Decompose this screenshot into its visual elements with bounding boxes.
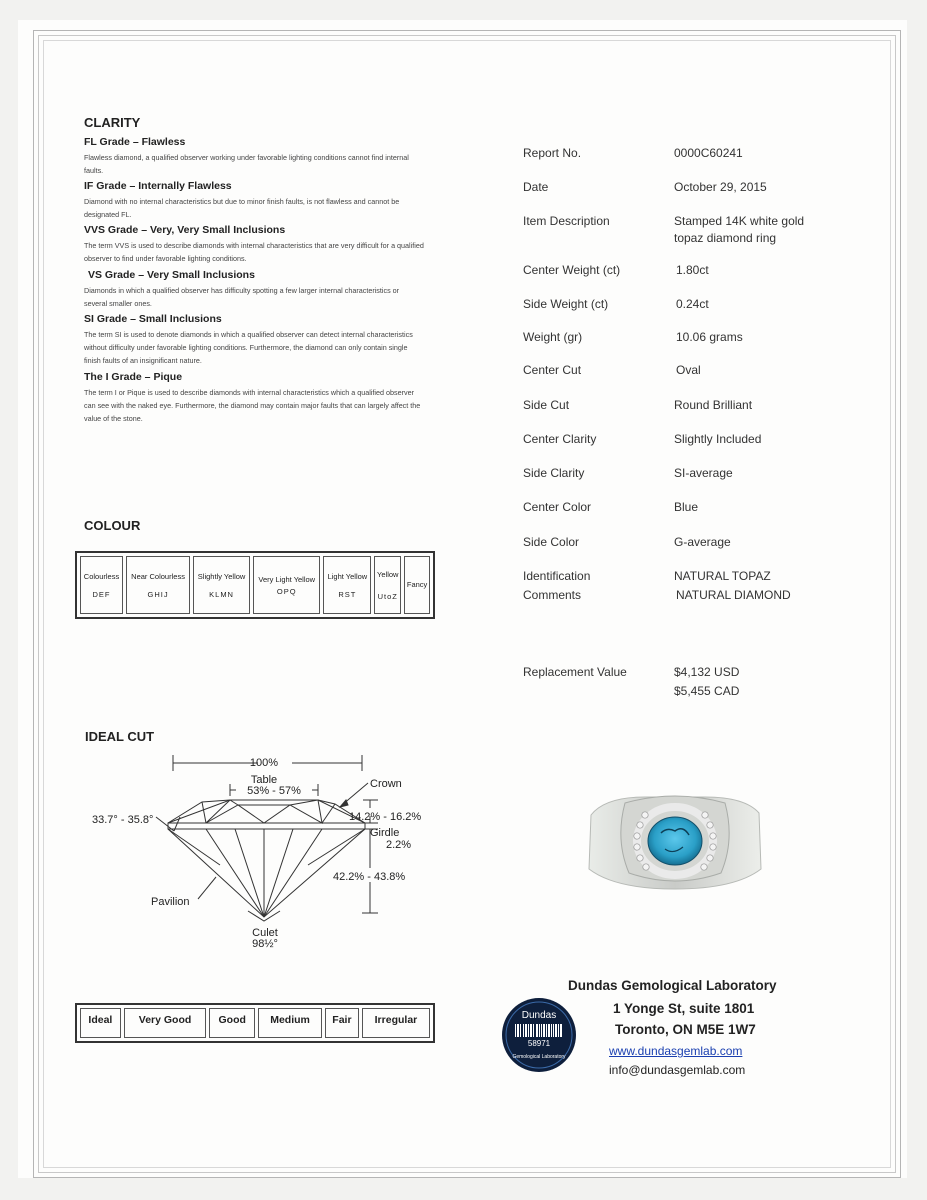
side-cut-value: Round Brilliant [674,398,753,412]
colour-code: DEF [92,589,111,599]
diamond-proportions-diagram [70,745,450,960]
colour-label: Light Yellow [327,571,368,581]
seal-number: 58971 [527,1039,551,1048]
clarity-desc-fl: Flawless diamond, a qualified observer working under favorable lighting conditions cannot find internal faults. [84,153,409,175]
identification-value: NATURAL TOPAZ [674,569,771,583]
clarity-desc-si: The term SI is used to denote diamonds in which a qualified observer can detect internal characteristics without difficulty under favorable lighting conditions. Furthermore, the diamond can only contain single finish faults of an insignificant nature. [84,330,413,365]
colour-label: Yellow [377,569,399,579]
center-weight-label: Center Weight (ct) [523,263,621,277]
colour-cell-fancy [404,556,430,614]
cut-table-range: 53% - 57% [247,785,301,797]
colour-code: RST [338,589,357,599]
colour-label: Very Light Yellow [258,574,316,584]
colour-cell-colourless [80,556,123,614]
colour-code: OPQ [276,586,297,596]
center-cut-label: Center Cut [523,363,582,377]
colour-label: Fancy [406,580,428,589]
clarity-grade-si: SI Grade – Small Inclusions [84,313,222,325]
colour-title: COLOUR [84,518,141,533]
cut-pavilion-label: Pavilion [151,896,190,908]
colour-scale-table [75,551,435,619]
cut-crown-label: Crown [370,778,402,790]
lab-website-link[interactable]: www.dundasgemlab.com [609,1044,743,1058]
clarity-grade-vs: VS Grade – Very Small Inclusions [88,269,255,281]
side-weight-label: Side Weight (ct) [523,297,609,311]
clarity-desc-vvs: The term VVS is used to describe diamonds with internal characteristics that are very difficult for a qualified observer to find under favorable lighting conditions. [84,241,424,263]
identification-label: Identification [523,569,591,583]
cut-culet-label: Culet [252,927,278,939]
clarity-grade-vvs: VVS Grade – Very, Very Small Inclusions [84,224,286,236]
replacement-value-cad: $5,455 CAD [674,684,740,698]
clarity-desc-vs: Diamonds in which a qualified observer has difficulty spotting a few larger internal characteristics or several smaller ones. [84,286,400,308]
side-weight-value: 0.24ct [676,297,709,311]
replacement-value-usd: $4,132 USD [674,665,740,679]
cut-culet-angle: 98½° [252,938,278,950]
colour-cell-yellow [374,556,401,614]
side-color-label: Side Color [523,535,580,549]
center-weight-value: 1.80ct [676,263,709,277]
comments-label: Comments [523,588,582,602]
colour-cell-slightly-yellow [193,556,250,614]
clarity-title: CLARITY [84,115,141,130]
ideal-cut-title: IDEAL CUT [85,729,155,744]
clarity-grade-if: IF Grade – Internally Flawless [84,180,232,192]
cut-girdle-pct: 2.2% [386,839,412,851]
colour-cell-very-light-yellow [253,556,320,614]
seal-text-bottom: Gemological Laboratory [512,1054,566,1060]
lab-address-line1: 1 Yonge St, suite 1801 [613,1001,755,1016]
lab-name: Dundas Gemological Laboratory [568,978,777,993]
cut-crown-height: 14.2% - 16.2% [349,811,422,823]
colour-cell-light-yellow [323,556,371,614]
side-cut-label: Side Cut [523,398,570,412]
cut-grade-irregular: Irregular [362,1008,430,1038]
comments-value: NATURAL DIAMOND [676,588,791,602]
weight-value: 10.06 grams [676,330,743,344]
clarity-grade-i: The I Grade – Pique [84,371,183,383]
date-value: October 29, 2015 [674,180,767,194]
cut-crown-angle: 33.7° - 35.8° [92,814,154,826]
lab-address-line2: Toronto, ON M5E 1W7 [615,1022,756,1037]
colour-code: GHIJ [147,589,169,599]
center-clarity-label: Center Clarity [523,432,597,446]
colour-cell-near-colourless [126,556,190,614]
center-color-value: Blue [674,500,699,514]
colour-code: UtoZ [377,591,398,601]
cut-grade-fair: Fair [325,1008,359,1038]
report-no-value: 0000C60241 [674,146,743,160]
report-no-label: Report No. [523,146,582,160]
cut-pavilion-depth: 42.2% - 43.8% [333,871,406,883]
colour-label: Colourless [83,571,120,581]
cut-grade-medium: Medium [258,1008,322,1038]
weight-label: Weight (gr) [523,330,583,344]
date-label: Date [523,180,549,194]
colour-code: KLMN [209,589,234,599]
side-clarity-value: SI-average [674,466,733,480]
side-clarity-label: Side Clarity [523,466,585,480]
side-color-value: G-average [674,535,731,549]
clarity-grade-fl: FL Grade – Flawless [84,136,186,148]
lab-email: info@dundasgemlab.com [609,1063,746,1077]
item-description-label: Item Description [523,214,610,228]
center-cut-value: Oval [676,363,701,377]
cut-grade-very-good: Very Good [124,1008,207,1038]
cut-grade-table [75,1003,435,1043]
clarity-desc-if: Diamond with no internal characteristics but due to minor finish faults, is not flawless and cannot be designated FL. [84,197,400,219]
cut-girdle-label: Girdle [370,827,400,839]
colour-label: Near Colourless [131,571,185,581]
cut-table-word: Table [250,774,278,786]
lab-seal [501,997,577,1073]
cut-grade-good: Good [209,1008,255,1038]
center-color-label: Center Color [523,500,592,514]
cut-grade-ideal: Ideal [80,1008,121,1038]
colour-label: Slightly Yellow [197,571,246,581]
item-description-value: Stamped 14K white gold topaz diamond ring [674,214,805,245]
seal-text-top: Dundas [521,1010,557,1021]
ring-photo [585,785,765,895]
cut-width-label: 100% [249,757,279,769]
center-clarity-value: Slightly Included [674,432,762,446]
clarity-desc-i: The term I or Pique is used to describe diamonds with internal characteristics which a qualified observer can see with the naked eye. Furthermore, the diamond may contain major faults that can largely affect the value of the stone. [84,388,421,423]
replacement-value-label: Replacement Value [523,665,627,679]
